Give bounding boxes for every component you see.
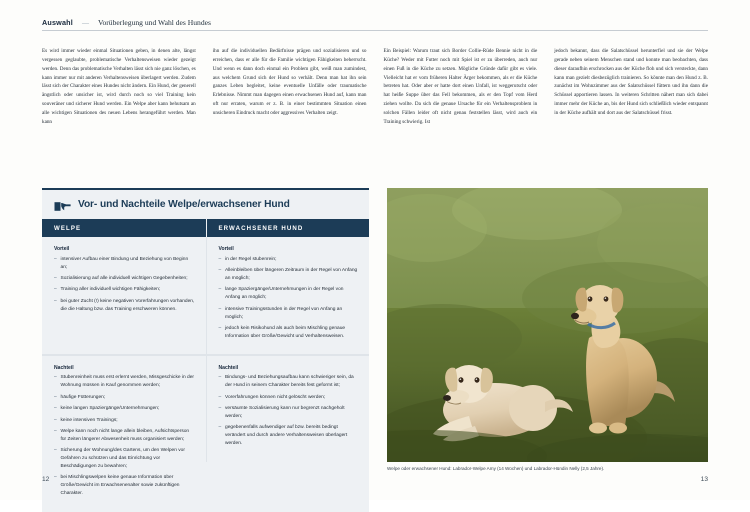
comparison-infobox	[42, 188, 369, 512]
list-item: – bei guter Zucht (!) keine negativen Vorerfahrungen vorhanden, die die Haltung bzw. das Training erschweren können.	[54, 298, 195, 314]
list-item: – versäumte Sozialisierung kann nur begrenzt nachgeholt werden;	[219, 405, 359, 421]
table-column-header-welpe: WELPE	[42, 219, 206, 237]
list-item: – keine intensiven Trainings;	[54, 417, 195, 425]
cell-nachteil-welpe	[42, 356, 206, 512]
list-item: – intensive Trainingsstunden in der Regel von Anfang an möglich;	[219, 306, 359, 322]
list-item: – Welpe kann noch nicht lange allein bleiben, Aufsichtsperson für Zeiten längerer Abwesenheit muss organisiert werden;	[54, 428, 195, 444]
text-column-1: Es wird immer wieder einmal Situationen geben, in denen alte, längst vergessen geglaubte, problematische Verhaltensweisen wieder gezeigt werden. Denn das problematische Verhalten lässt sich nie ganz löschen, es kann immer nur mit anderen Verhaltensweisen überlagert werden. Zudem lässt sich der Charakter eines Hundes nicht ändern. Ein Hund, der generell ängstlich oder unsicher ist, wird durch noch so viel Training kein souveräner und sicherer Hund werden. Ein Welpe aber kann behutsam an alle wichtigen Situationen des neuen Lebens herangeführt werden. Man kann	[42, 48, 196, 125]
cell-label: Nachteil	[54, 364, 74, 371]
cell-nachteil-erwachsener-hund	[206, 356, 370, 462]
photo-caption: Welpe oder erwachsener Hund: Labrador-Welpe Amy (14 Wochen) und Labrador-Hündin Nelly (2,5 Jahre).	[387, 466, 605, 471]
list-item: – keine langen Spaziergänge/Unternehmungen;	[54, 405, 195, 413]
table-row	[42, 356, 369, 512]
page-number-left: 12	[42, 476, 50, 483]
header-chapter: Auswahl	[42, 18, 73, 27]
list-item: – in der Regel stubenrein;	[219, 256, 359, 264]
text-column-3: Ein Beispiel: Warum traut sich Border Collie-Rüde Bennie nicht in die Küche? Weder mit Futter noch mit Spiel ist er zu überreden, auch nur einen Fuß in die Küche zu setzen. Mögliche Gründe dafür gibt es viele. Vielleicht hat er vom früheren Halter Ärger bekommen, als er die Küche betreten hat. Oder aber er hatte dort einen Unfall, ist weggerutscht oder hat heiße Suppe über das Fell bekommen, als er den Topf vom Herd ziehen wollte. Da sich die genaue Ursache für ein Verhaltensproblem in solchen Fällen leider oft nicht genau feststellen lässt, wird auch ein Training schwierig. Ist	[383, 48, 538, 125]
table-body	[42, 237, 369, 512]
list-item: – Sozialisierung auf alle individuell wichtigen Gegebenheiten;	[54, 275, 195, 283]
page-number-right: 13	[700, 476, 708, 483]
list-item: – jedoch kein Risikohund als auch beim Mischling genaue Information über Größe/Gewicht und Verhaltensweisen.	[219, 325, 359, 341]
list-item: – häufige Fütterungen;	[54, 394, 195, 402]
cell-label: Nachteil	[218, 364, 239, 371]
list-item: – Training aller individuell wichtigen Fähigkeiten;	[54, 286, 195, 294]
cell-vorteil-erwachsener-hund	[206, 237, 370, 354]
labrador-photo	[387, 188, 708, 462]
table-header-row	[42, 219, 369, 237]
list-item: – gegebenenfalls aufwendiger auf bzw. bereits bedingt verändert und durch andere Verhaltensweisen überlagert werden.	[219, 424, 359, 448]
list-item: – lange Spaziergänge/Unternehmungen in der Regel von Anfang an möglich;	[219, 286, 359, 302]
text-column-2: ihn auf die individuellen Bedürfnisse prägen und sozialisieren und so erreichen, dass er alle für die Familie wichtigen Fähigkeiten beherrscht. Und wenn es dann doch einmal ein Problem gibt, weiß man zumindest, aus welchem Grund sich der Hund so verhält. Denn man hat ihn sein ganzes Leben begleitet, keine eventuelle Unfälle oder traumatische Erlebnisse. Nimmt man dagegen einen erwachsenen Hund auf, kann man oft nur erraten, warum er z. B. in einer bestimmten Situation einen unsicheren Eindruck macht oder aggressives Verhalten zeigt.	[212, 48, 367, 117]
header-divider	[42, 30, 708, 31]
header-separator: —	[81, 19, 89, 27]
list-item: – Stubenreinheit muss erst erlernt werden, Missgeschicke in der Wohnung müssen in Kauf genommen werden;	[54, 374, 195, 390]
list-item: – Vorerfahrungen können nicht gelöscht werden;	[219, 394, 359, 402]
header-section-title: Vorüberlegung und Wahl des Hundes	[97, 18, 211, 27]
cell-vorteil-welpe	[42, 237, 206, 327]
list-item: – bei Mischlingswelpen keine genaue Information über Größe/Gewicht im Erwachsenenalter sowie zukünftigen Charakter.	[54, 474, 195, 498]
table-column-header-erwachsener-hund: ERWACHSENER HUND	[206, 219, 370, 237]
table-row	[42, 237, 369, 354]
bullet-list	[54, 374, 195, 498]
infobox-header	[42, 190, 369, 219]
list-item: – intensiver Aufbau einer Bindung und Beziehung von Beginn an;	[54, 256, 195, 272]
list-item: – Alleinbleiben über längeren Zeitraum in der Regel von Anfang an möglich;	[219, 267, 359, 283]
cell-label: Vorteil	[218, 246, 234, 252]
infobox-title: Vor- und Nachteile Welpe/erwachsener Hund	[78, 199, 290, 210]
bullet-list	[219, 256, 359, 341]
cell-label: Vorteil	[54, 246, 70, 252]
pointing-hand-icon	[54, 199, 71, 210]
body-text-columns	[42, 47, 708, 127]
list-item: – Bindungs- und Beziehungsaufbau kann schwieriger sein, da der Hund in seinem Charakter bereits fest geformt ist;	[219, 374, 359, 390]
bullet-list	[54, 256, 195, 314]
bullet-list	[219, 374, 359, 448]
list-item: – Sicherung der Wohnung/des Gartens, um den Welpen vor Gefahren zu schützen und das Einrichtung vor Beschädigungen zu bewahren;	[54, 447, 195, 471]
running-header	[42, 18, 708, 27]
text-column-4: jedoch bekannt, dass die Salatschüssel herunterfiel und sie der Welpe gerade neben seinem Menschen stand und konnte man beobachten, dass dieser daraufhin erschrocken aus der Küche floh und sich versteckte, dann kann man gezielt diesbezüglich trainieren. So könnte man den Hund z. B. zunächst im Wohnzimmer aus der Salatschüssel füttern und ihn dann die Schüssel apportieren lassen. In weiteren Schritten nähert man sich dabei immer mehr der Küche an, bis der Hund sich schließlich wieder entspannt in der Küche aufhält und dort aus der Salatschüssel frisst.	[554, 48, 708, 117]
